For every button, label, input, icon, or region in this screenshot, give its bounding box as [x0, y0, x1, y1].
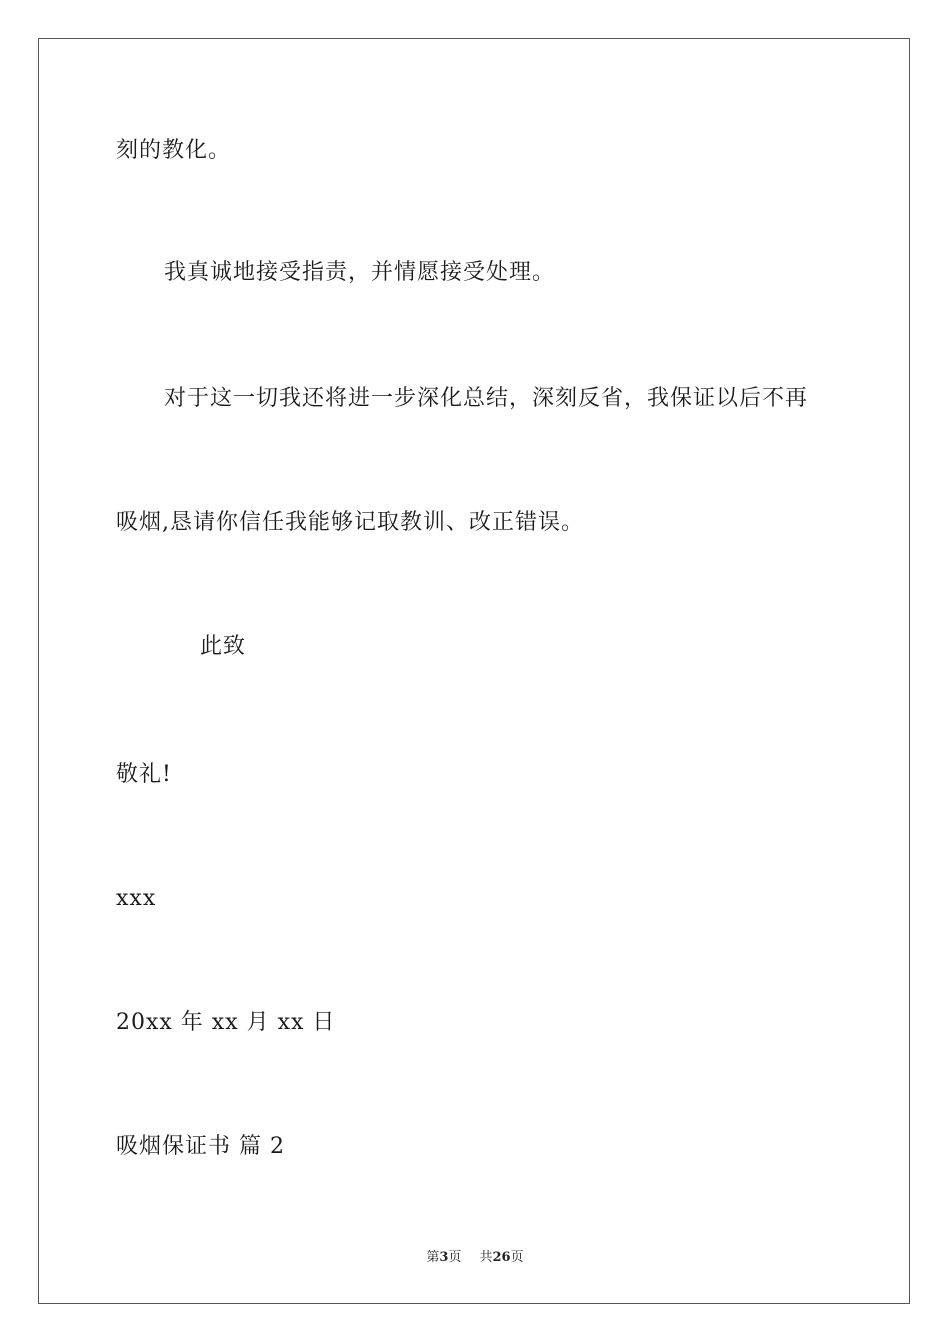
footer-total-pages: 26: [492, 1250, 511, 1265]
footer-total-prefix: 共: [479, 1250, 493, 1265]
signature-date: 20xx 年 xx 月 xx 日: [116, 1010, 336, 1035]
footer-total-suffix: 页: [510, 1250, 524, 1265]
section-heading: 吸烟保证书 篇 2: [116, 1134, 285, 1159]
paragraph-line-2: 我真诚地接受指责，并情愿接受处理。: [164, 260, 556, 285]
paragraph-line-3: 对于这一切我还将进一步深化总结，深刻反省，我保证以后不再: [164, 386, 809, 411]
footer-page-number: 3: [439, 1250, 449, 1265]
paragraph-line-4: 吸烟,恳请你信任我能够记取教训、改正错误。: [116, 510, 584, 535]
page-border: [38, 38, 910, 1304]
signature-name: xxx: [116, 886, 157, 911]
closing-salutation: 此致: [200, 634, 247, 659]
closing-regards: 敬礼!: [116, 762, 172, 787]
footer-page-prefix: 第: [426, 1250, 440, 1265]
footer-page-suffix: 页: [448, 1250, 462, 1265]
page-footer: [0, 1246, 950, 1265]
paragraph-line-1: 刻的教化。: [116, 138, 232, 163]
